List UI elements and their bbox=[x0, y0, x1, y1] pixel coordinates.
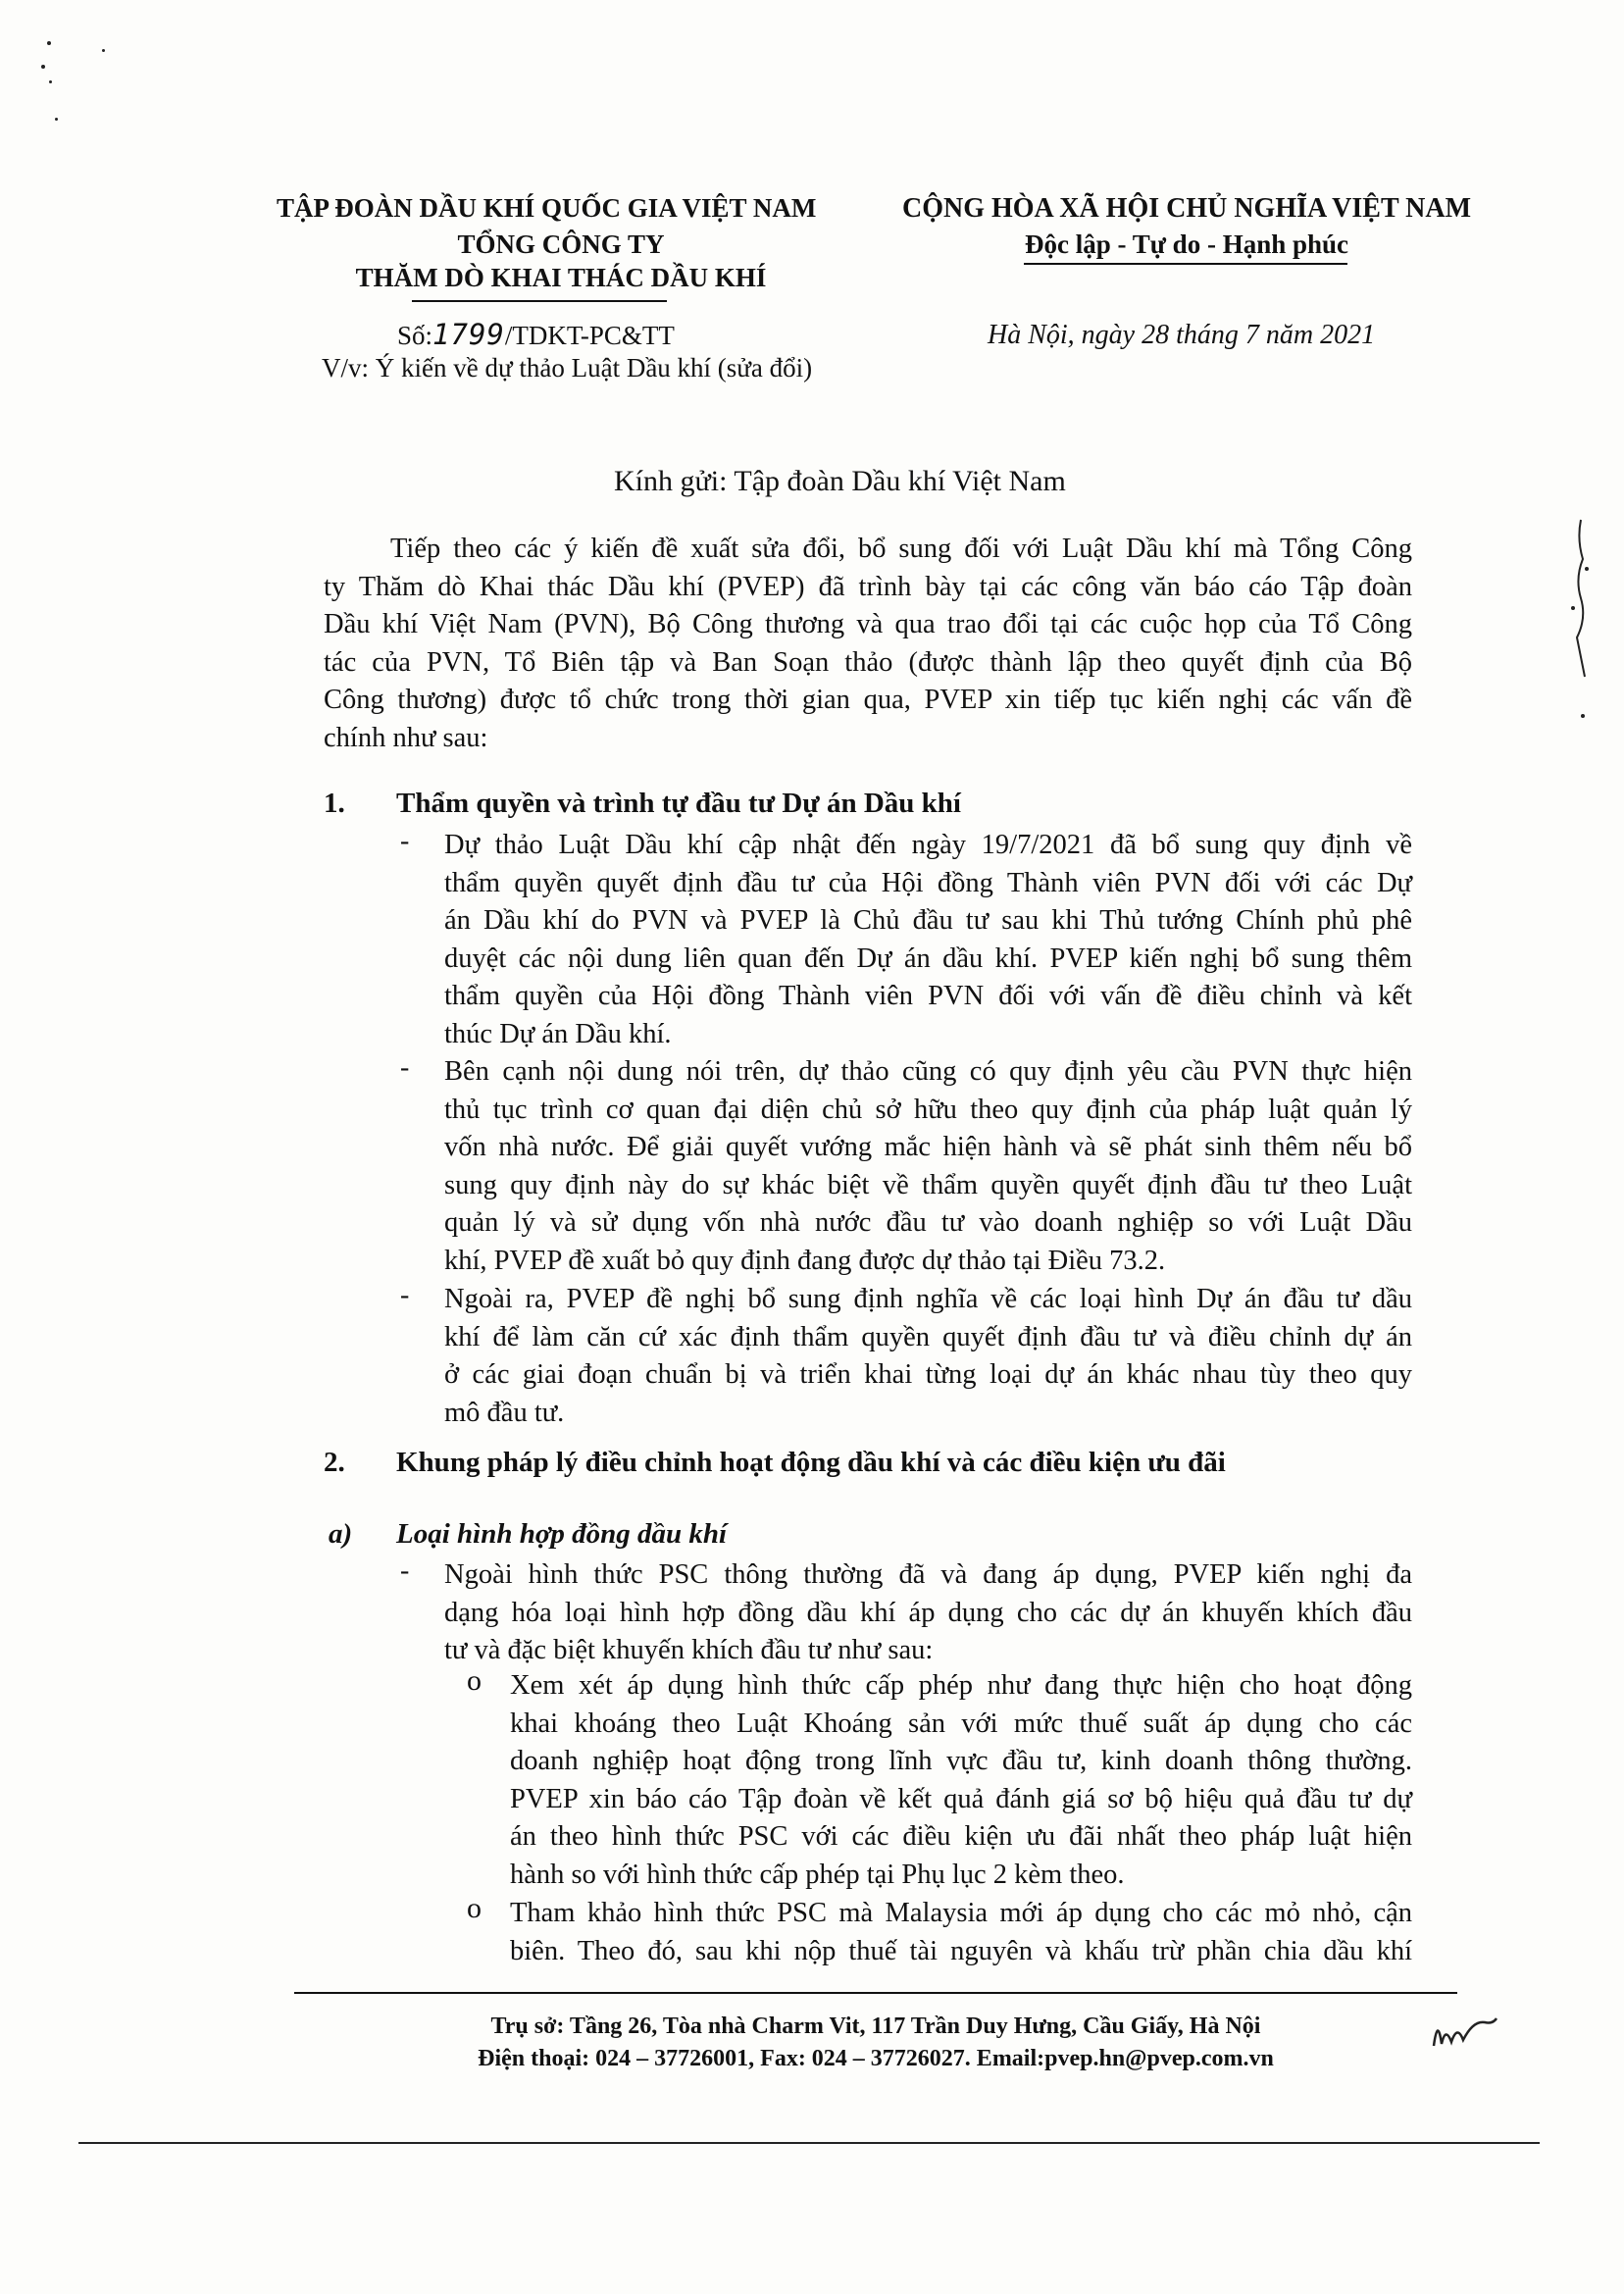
bullet-line: Bên cạnh nội dung nói trên, dự thảo cũng có quy định yêu cầu PVN thực hiện bbox=[444, 1056, 1412, 1087]
intro-line: Tiếp theo các ý kiến đề xuất sửa đổi, bổ sung đối với Luật Dầu khí mà Tổng Công bbox=[390, 534, 1412, 564]
scan-speck bbox=[49, 80, 52, 83]
footer-contact: Điện thoại: 024 – 37726001, Fax: 024 – 37726027. Email:pvep.hn@pvep.com.vn bbox=[478, 2046, 1274, 2071]
document-number-handwritten: 1799 bbox=[432, 318, 505, 351]
bullet-line: ở các giai đoạn chuẩn bị và triển khai từng loại dự án khác nhau tùy theo quy bbox=[444, 1359, 1412, 1391]
subsection-a-label: a) bbox=[329, 1518, 353, 1550]
bullet-line: thẩm quyền quyết định đầu tư của Hội đồng Thành viên PVN đối với các Dự bbox=[444, 867, 1412, 898]
subsection-a-title: Loại hình hợp đồng dầu khí bbox=[396, 1518, 728, 1550]
org-underline bbox=[412, 300, 667, 302]
dash-bullet-icon: - bbox=[400, 1280, 410, 1310]
section-1-bullet bbox=[444, 1053, 1412, 1281]
dash-bullet-icon: - bbox=[400, 1555, 410, 1586]
salutation: Kính gửi: Tập đoàn Dầu khí Việt Nam bbox=[614, 465, 1066, 497]
bullet-line: án Dầu khí do PVN và PVEP là Chủ đầu tư sau khi Thủ tướng Chính phủ phê bbox=[444, 905, 1412, 937]
bullet-line: hành so với hình thức cấp phép tại Phụ lục 2 kèm theo. bbox=[510, 1859, 1125, 1890]
intro-line: tác của PVN, Tổ Biên tập và Ban Soạn thảo (được thành lập theo quyết định của Bộ bbox=[324, 646, 1412, 678]
bullet-line: án theo hình thức PSC với các điều kiện ưu đãi nhất theo pháp luật hiện bbox=[510, 1821, 1412, 1853]
initials-signature-icon bbox=[1424, 2007, 1502, 2056]
document-number-suffix: /TDKT-PC&TT bbox=[504, 321, 675, 350]
section-2-title: Khung pháp lý điều chỉnh hoạt động dầu khí và các điều kiện ưu đãi bbox=[396, 1447, 1226, 1478]
bullet-line: sung quy định này do sự khác biệt về thẩm quyền quyết định đầu tư theo Luật bbox=[444, 1169, 1412, 1200]
scan-speck bbox=[102, 49, 105, 52]
bullet-line: PVEP xin báo cáo Tập đoàn về kết quả đánh giá sơ bộ hiệu quả đầu tư dự bbox=[510, 1783, 1412, 1814]
dash-bullet-icon: - bbox=[400, 826, 410, 856]
section-2-bullet bbox=[444, 1556, 1412, 1670]
bullet-line: duyệt các nội dung liên quan đến Dự án dầu khí. PVEP kiến nghị bổ sung thêm bbox=[444, 943, 1412, 974]
bullet-line: Tham khảo hình thức PSC mà Malaysia mới áp dụng cho các mỏ nhỏ, cận bbox=[510, 1898, 1412, 1928]
bullet-line: quản lý và sử dụng vốn nhà nước đầu tư vào doanh nghiệp so với Luật Dầu bbox=[444, 1207, 1412, 1239]
bullet-line: khí, PVEP đề xuất bỏ quy định đang được dự thảo tại Điều 73.2. bbox=[444, 1245, 1166, 1276]
bullet-line: Ngoài hình thức PSC thông thường đã và đang áp dụng, PVEP kiến nghị đa bbox=[444, 1559, 1412, 1590]
section-1-bullet bbox=[444, 1281, 1412, 1432]
bullet-line: thẩm quyền của Hội đồng Thành viên PVN đối với vấn đề điều chỉnh và kết bbox=[444, 981, 1412, 1012]
intro-line: ty Thăm dò Khai thác Dầu khí (PVEP) đã trình bày tại các công văn báo cáo Tập đoàn bbox=[324, 571, 1412, 602]
national-motto: Độc lập - Tự do - Hạnh phúc bbox=[1024, 229, 1349, 259]
bullet-line: tư và đặc biệt khuyến khích đầu tư như sau: bbox=[444, 1635, 934, 1666]
bullet-line: mô đầu tư. bbox=[444, 1397, 565, 1428]
bullet-line: khí để làm căn cứ xác định thẩm quyền quyết định đầu tư và điều chỉnh dự án bbox=[444, 1321, 1412, 1352]
scan-speck bbox=[41, 65, 45, 69]
intro-paragraph bbox=[324, 531, 1412, 758]
org-company-line2: THĂM DÒ KHAI THÁC DẦU KHÍ bbox=[355, 263, 767, 292]
document-number-prefix: Số: bbox=[397, 321, 433, 350]
section-1-number: 1. bbox=[324, 788, 345, 819]
circle-bullet-icon: o bbox=[467, 1664, 482, 1697]
circle-bullet-icon: o bbox=[467, 1892, 482, 1924]
intro-line: Công thương) được tổ chức trong thời gian qua, PVEP xin tiếp tục kiến nghị các vấn đề bbox=[324, 685, 1412, 716]
section-1-bullet bbox=[444, 827, 1412, 1054]
section-1-title: Thẩm quyền và trình tự đầu tư Dự án Dầu khí bbox=[396, 788, 961, 819]
bullet-line: Dự thảo Luật Dầu khí cập nhật đến ngày 19/7/2021 đã bổ sung quy định về bbox=[444, 830, 1412, 860]
bullet-line: khai khoáng theo Luật Khoáng sản với mức thuế suất áp dụng cho các bbox=[510, 1708, 1412, 1739]
intro-line: Dầu khí Việt Nam (PVN), Bộ Công thương và qua trao đổi tại các cuộc họp của Tổ Công bbox=[324, 609, 1412, 640]
margin-handwriting bbox=[1567, 510, 1597, 726]
scan-bottom-rule bbox=[78, 2142, 1540, 2144]
bullet-line: thúc Dự án Dầu khí. bbox=[444, 1018, 672, 1049]
bullet-line: vốn nhà nước. Để giải quyết vướng mắc hiện hành và sẽ phát sinh thêm nếu bổ bbox=[444, 1132, 1412, 1163]
national-title: CỘNG HÒA XÃ HỘI CHỦ NGHĨA VIỆT NAM bbox=[901, 193, 1472, 224]
bullet-line: thủ tục trình cơ quan đại diện chủ sở hữu theo quy định của pháp luật quản lý bbox=[444, 1094, 1412, 1125]
section-2-sub-bullet bbox=[510, 1895, 1412, 1970]
org-parent-name: TẬP ĐOÀN DẦU KHÍ QUỐC GIA VIỆT NAM bbox=[277, 193, 817, 223]
bullet-line: Xem xét áp dụng hình thức cấp phép như đang thực hiện cho hoạt động bbox=[510, 1670, 1412, 1701]
document-subject: V/v: Ý kiến về dự thảo Luật Dầu khí (sửa đổi) bbox=[322, 353, 813, 382]
footer-address: Trụ sở: Tầng 26, Tòa nhà Charm Vit, 117 Trần Duy Hưng, Cầu Giấy, Hà Nội bbox=[490, 2014, 1261, 2039]
bullet-line: doanh nghiệp hoạt động trong lĩnh vực đầu tư, kinh doanh thông thường. bbox=[510, 1746, 1412, 1777]
bullet-line: biên. Theo đó, sau khi nộp thuế tài nguyên và khấu trừ phần chia dầu khí bbox=[510, 1935, 1412, 1966]
bullet-line: dạng hóa loại hình hợp đồng dầu khí áp dụng cho các dự án khuyến khích đầu bbox=[444, 1597, 1412, 1628]
place-date: Hà Nội, ngày 28 tháng 7 năm 2021 bbox=[988, 320, 1376, 350]
document-number bbox=[397, 318, 675, 351]
section-2-sub-bullet bbox=[510, 1667, 1412, 1895]
scan-speck bbox=[55, 118, 58, 121]
org-company-line1: TỔNG CÔNG TY bbox=[457, 229, 665, 259]
dash-bullet-icon: - bbox=[400, 1052, 410, 1083]
bullet-line: Ngoài ra, PVEP đề nghị bổ sung định nghĩa về các loại hình Dự án đầu tư dầu bbox=[444, 1284, 1412, 1314]
motto-underline bbox=[1024, 263, 1347, 265]
footer-rule bbox=[294, 1992, 1457, 1994]
section-2-number: 2. bbox=[324, 1447, 345, 1478]
scan-speck bbox=[47, 41, 51, 45]
intro-line: chính như sau: bbox=[324, 722, 488, 753]
